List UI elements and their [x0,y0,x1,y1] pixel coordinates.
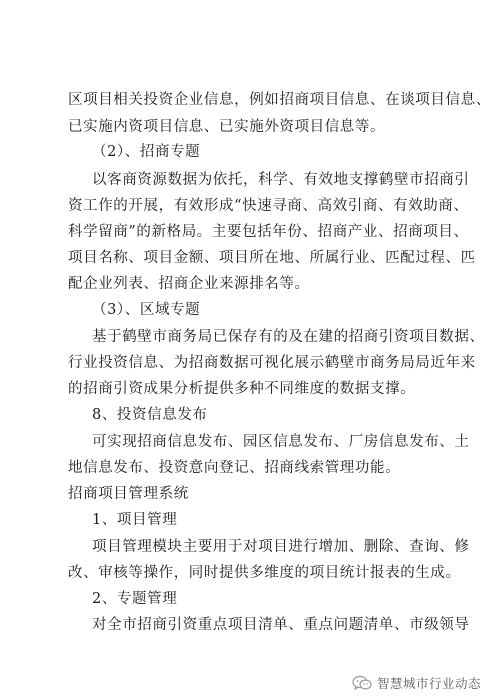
text-line: 基于鹤壁市商务局已保存有的及在建的招商引资项目数据、 [92,329,485,345]
text-line: 改、审核等操作，同时提供多维度的项目统计报表的生成。 [68,565,461,581]
text-line: 对全市招商引资重点项目清单、重点问题清单、市级领导 [92,617,470,633]
watermark [352,674,481,692]
watermark-text: 智慧城市行业动态 [376,676,481,691]
section-heading: 1、项目管理 [92,512,178,528]
text-line: 区项目相关投资企业信息，例如招商项目信息、在谈项目信息、 [68,92,491,108]
section-heading: 8、投资信息发布 [92,407,208,423]
text-line: 配企业列表、招商企业来源排名等。 [68,276,310,292]
section-heading: 2、专题管理 [92,591,178,607]
text-line: 以客商资源数据为依托，科学、有效地支撑鹤壁市招商引 [92,172,470,188]
text-line: 可实现招商信息发布、园区信息发布、厂房信息发布、土 [92,434,470,450]
text-line: 的招商引资成果分析提供多种不同维度的数据支撑。 [68,381,416,397]
section-heading: （3）、区域专题 [92,302,201,318]
text-line: 项目管理模块主要用于对项目进行增加、删除、查询、修 [92,539,470,555]
wechat-icon [352,675,372,691]
text-line: 资工作的开展，有效形成“快速寻商、高效引商、有效助商、 [68,198,469,214]
section-heading: （2）、招商专题 [92,144,201,160]
section-heading: 招商项目管理系统 [68,486,189,502]
text-line: 已实施内资项目信息、已实施外资项目信息等。 [68,119,386,135]
text-line: 地信息发布、投资意向登记、招商线索管理功能。 [68,460,401,476]
text-line: 科学留商”的新格局。主要包括年份、招商产业、招商项目、 [68,224,469,240]
text-line: 行业投资信息、为招商数据可视化展示鹤壁市商务局局近年来 [68,355,476,371]
text-line: 项目名称、项目金额、项目所在地、所属行业、匹配过程、匹 [68,250,476,266]
